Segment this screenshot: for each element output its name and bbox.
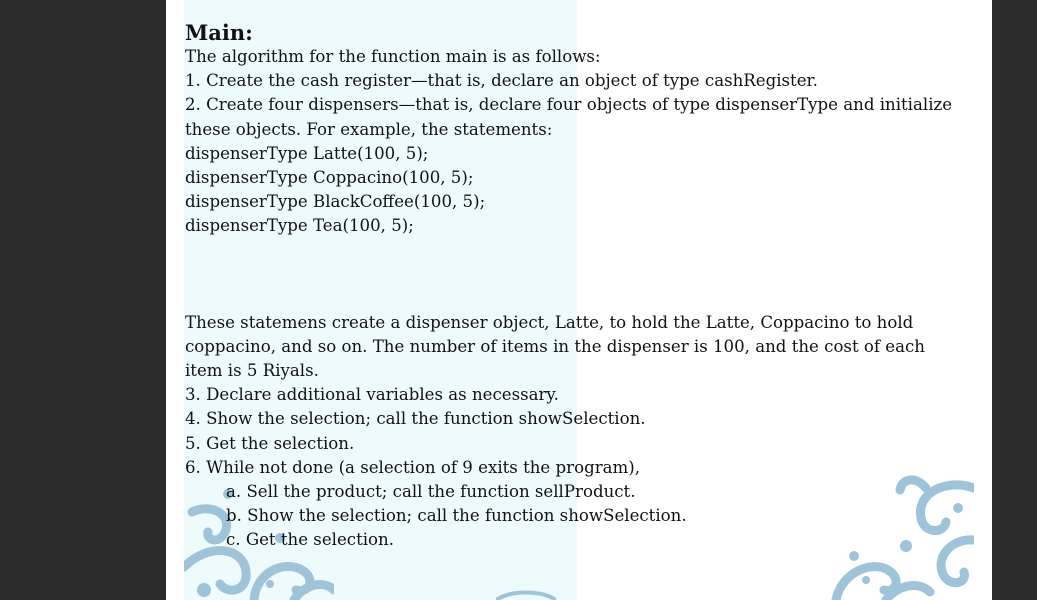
step-3: 3. Declare additional variables as necessary. (185, 385, 559, 405)
substep-c: c. Get the selection. (226, 530, 394, 550)
step-5: 5. Get the selection. (185, 433, 355, 453)
step-2-line-1: 2. Create four dispensers—that is, declare four objects of type dispenserType and initialize (185, 95, 953, 115)
explanation-line: item is 5 Riyals. (185, 361, 319, 381)
step-2-line-2: these objects. For example, the statements: (185, 119, 553, 139)
step-6: 6. While not done (a selection of 9 exits the program), (185, 457, 641, 477)
step-1: 1. Create the cash register—that is, declare an object of type cashRegister. (185, 71, 818, 91)
spacer (185, 239, 985, 311)
intro-text: The algorithm for the function main is as follows: (185, 47, 601, 66)
document-page (166, 0, 992, 600)
code-line: dispenserType Coppacino(100, 5); (185, 168, 474, 188)
step-4: 4. Show the selection; call the function showSelection. (185, 409, 646, 429)
code-line: dispenserType Latte(100, 5); (185, 143, 429, 163)
substep-b: b. Show the selection; call the function showSelection. (226, 506, 687, 526)
explanation-line: coppacino, and so on. The number of items in the dispenser is 100, and the cost of each (185, 336, 925, 356)
document-text (185, 21, 985, 553)
explanation-line: These statemens create a dispenser object, Latte, to hold the Latte, Coppacino to hold (185, 312, 914, 332)
section-title: Main: (185, 20, 253, 45)
substep-a: a. Sell the product; call the function sellProduct. (226, 482, 636, 502)
code-line: dispenserType BlackCoffee(100, 5); (185, 192, 486, 212)
code-line: dispenserType Tea(100, 5); (185, 216, 414, 236)
swirl-ornament-bottom-icon (496, 590, 556, 600)
